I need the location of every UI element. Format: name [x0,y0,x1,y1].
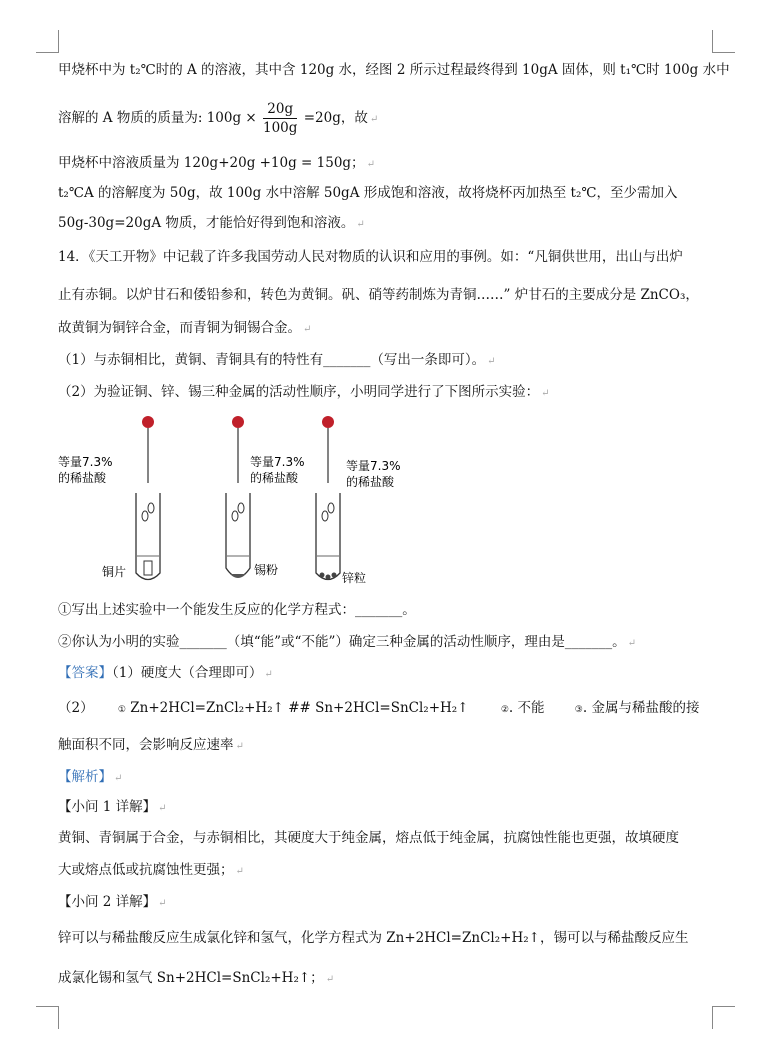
text-line: 甲烧杯中为 t₂℃时的 A 的溶液，其中含 120g 水，经图 2 所示过程最终得到 10gA 固体，则 t₁℃时 100g 水中 [58,62,730,78]
acid-label-1b: 的稀盐酸 [58,471,107,485]
copper-piece [144,561,152,575]
acid-label-2b: 的稀盐酸 [250,471,299,485]
fraction: $\frac{20g}{100g}$ [263,101,298,136]
text-line: 甲烧杯中溶液质量为 120g+20g +10g = 150g； ↵ [58,155,375,171]
corner-mark-bottom-left [36,1006,59,1029]
text-line: 止有赤铜。以炉甘石和倭铅参和，转色为黄铜。矾、硝等药制炼为青铜……” 炉甘石的主要成分是 ZnCO₃， [58,287,699,303]
answer-line-2: （2） ① Zn+2HCl=ZnCl₂+H₂↑ ## Sn+2HCl=SnCl₂+H₂↑ ②. 不能 ③. 金属与稀盐酸的接 [58,700,700,716]
dropper-bulb-1 [142,416,154,428]
text-line: 大或熔点低或抗腐蚀性更强； ↵ [58,862,244,878]
text-line: 触面积不同，会影响反应速率 ↵ [58,737,244,753]
metal-label-copper: 铜片 [102,565,127,579]
sub-question-1: （1）与赤铜相比，黄铜、青铜具有的特性有_______（写出一条即可）。 ↵ [58,352,496,368]
analysis-line: 【解析】 ↵ [58,769,123,785]
metal-label-tin: 锡粉 [254,563,279,577]
sub-heading-2: 【小问 2 详解】 ↵ [58,894,167,910]
dropper-bulb-3 [322,416,334,428]
corner-mark-top-right [712,30,735,53]
metal-label-zinc: 锌粒 [342,571,367,585]
sub-question-2-1: ①写出上述实验中一个能发生反应的化学方程式：_______。 [58,602,416,618]
text-line: t₂℃A 的溶解度为 50g，故 100g 水中溶解 50gA 形成饱和溶液，故将烧杯丙加热至 t₂℃，至少需加入 [58,185,678,201]
experiment-figure [58,408,438,593]
analysis-tag: 【解析】 [58,769,112,785]
text-line: 成氯化锡和氢气 Sn+2HCl=SnCl₂+H₂↑； ↵ [58,970,335,986]
acid-label-3b: 的稀盐酸 [346,475,395,489]
dropper-bulb-2 [232,416,244,428]
text-line-fraction: 溶解的 A 物质的质量为: 100g × $\frac{20g}{100g}$ =20g，故 ↵ [58,101,379,136]
text-line: 锌可以与稀盐酸反应生成氯化锌和氢气，化学方程式为 Zn+2HCl=ZnCl₂+H₂↑，锡可以与稀盐酸反应生 [58,930,689,946]
acid-label-3a: 等量7.3% [346,459,401,473]
answer-line-1: 【答案】（1）硬度大（合理即可） ↵ [58,665,273,681]
corner-mark-bottom-right [712,1006,735,1029]
sub-question-2-2: ②你认为小明的实验_______（填“能”或“不能”）确定三种金属的活动性顺序，理由是_______。 ↵ [58,634,636,650]
acid-label-2a: 等量7.3% [250,455,305,469]
text-line: 故黄铜为铜锌合金，而青铜为铜锡合金。 ↵ [58,320,312,336]
sub-question-2: （2）为验证铜、锌、锡三种金属的活动性顺序，小明同学进行了下图所示实验： ↵ [58,384,550,400]
acid-label-1a: 等量7.3% [58,455,113,469]
text-line: 黄铜、青铜属于合金，与赤铜相比，其硬度大于纯金属，熔点低于纯金属，抗腐蚀性能也更强，故填硬度 [58,830,679,846]
question-14: 14．《天工开物》中记载了许多我国劳动人民对物质的认识和应用的事例。如：“凡铜供世用，出山与出炉 [58,249,683,265]
tin-powder [230,574,246,578]
corner-mark-top-left [36,30,59,53]
answer-tag: 【答案】 [58,665,112,681]
text-line: 50g-30g=20gA 物质，才能恰好得到饱和溶液。 ↵ [58,215,365,231]
sub-heading-1: 【小问 1 详解】 ↵ [58,799,167,815]
